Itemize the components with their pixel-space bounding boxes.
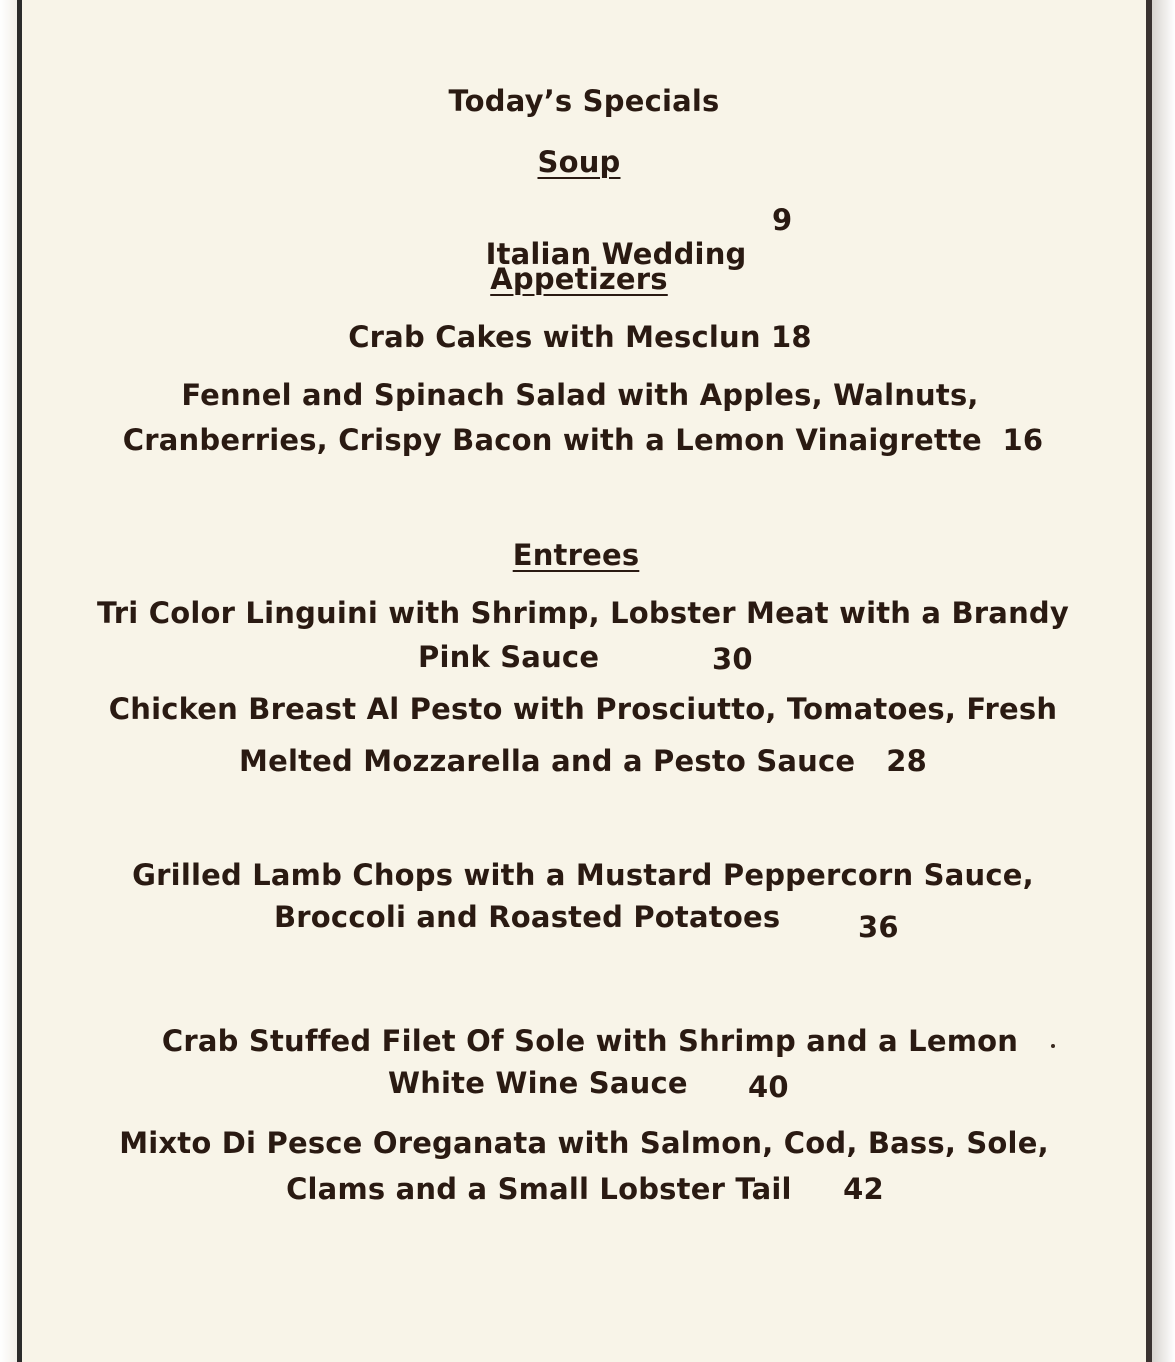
- menu-item-crab-cakes: [0, 320, 1160, 354]
- menu-item-fennel-salad-line1: Fennel and Spinach Salad with Apples, Walnuts,: [181, 378, 979, 412]
- item-price: 28: [886, 744, 927, 778]
- menu-item-chicken-line1: Chicken Breast Al Pesto with Prosciutto, Tomatoes, Fresh: [108, 692, 1058, 726]
- menu-item-lamb-line1: Grilled Lamb Chops with a Mustard Peppercorn Sauce,: [132, 858, 1034, 892]
- menu-item-sole-line1: Crab Stuffed Filet Of Sole with Shrimp and a Lemon: [161, 1024, 1019, 1058]
- menu-title: Today’s Specials: [448, 84, 720, 118]
- item-price: 18: [771, 320, 812, 354]
- menu-item-pesce-line2: [0, 1172, 1170, 1206]
- menu-item-linguini-line2: Pink Sauce: [418, 640, 600, 674]
- menu-item-sole-line2: White Wine Sauce: [388, 1066, 688, 1100]
- soup-heading: Soup: [537, 145, 621, 179]
- menu-item-chicken-line2: [0, 744, 1166, 778]
- appetizers-heading: Appetizers: [490, 262, 668, 296]
- item-description: Melted Mozzarella and a Pesto Sauce: [239, 744, 856, 778]
- item-price: 42: [843, 1172, 884, 1206]
- item-price: 9: [772, 203, 793, 237]
- menu-item-lamb-line2: Broccoli and Roasted Potatoes: [274, 900, 781, 934]
- item-name: Crab Cakes with Mesclun: [348, 320, 761, 354]
- item-price: 36: [858, 910, 899, 944]
- menu-item-fennel-salad-line2: [0, 423, 1166, 457]
- item-price: 16: [1002, 423, 1044, 457]
- entrees-heading: Entrees: [512, 538, 640, 572]
- menu-item-pesce-line1: Mixto Di Pesce Oreganata with Salmon, Cod, Bass, Sole,: [119, 1126, 1049, 1160]
- item-name: Italian Wedding: [485, 237, 747, 271]
- item-price: 30: [712, 642, 753, 676]
- item-price: 40: [748, 1070, 789, 1104]
- item-description: Clams and a Small Lobster Tail: [286, 1172, 792, 1206]
- menu-item-linguini-line1: Tri Color Linguini with Shrimp, Lobster Meat with a Brandy: [97, 596, 1069, 630]
- menu-item-italian-wedding: [465, 203, 747, 271]
- item-description: Cranberries, Crispy Bacon with a Lemon Vinaigrette: [122, 423, 982, 457]
